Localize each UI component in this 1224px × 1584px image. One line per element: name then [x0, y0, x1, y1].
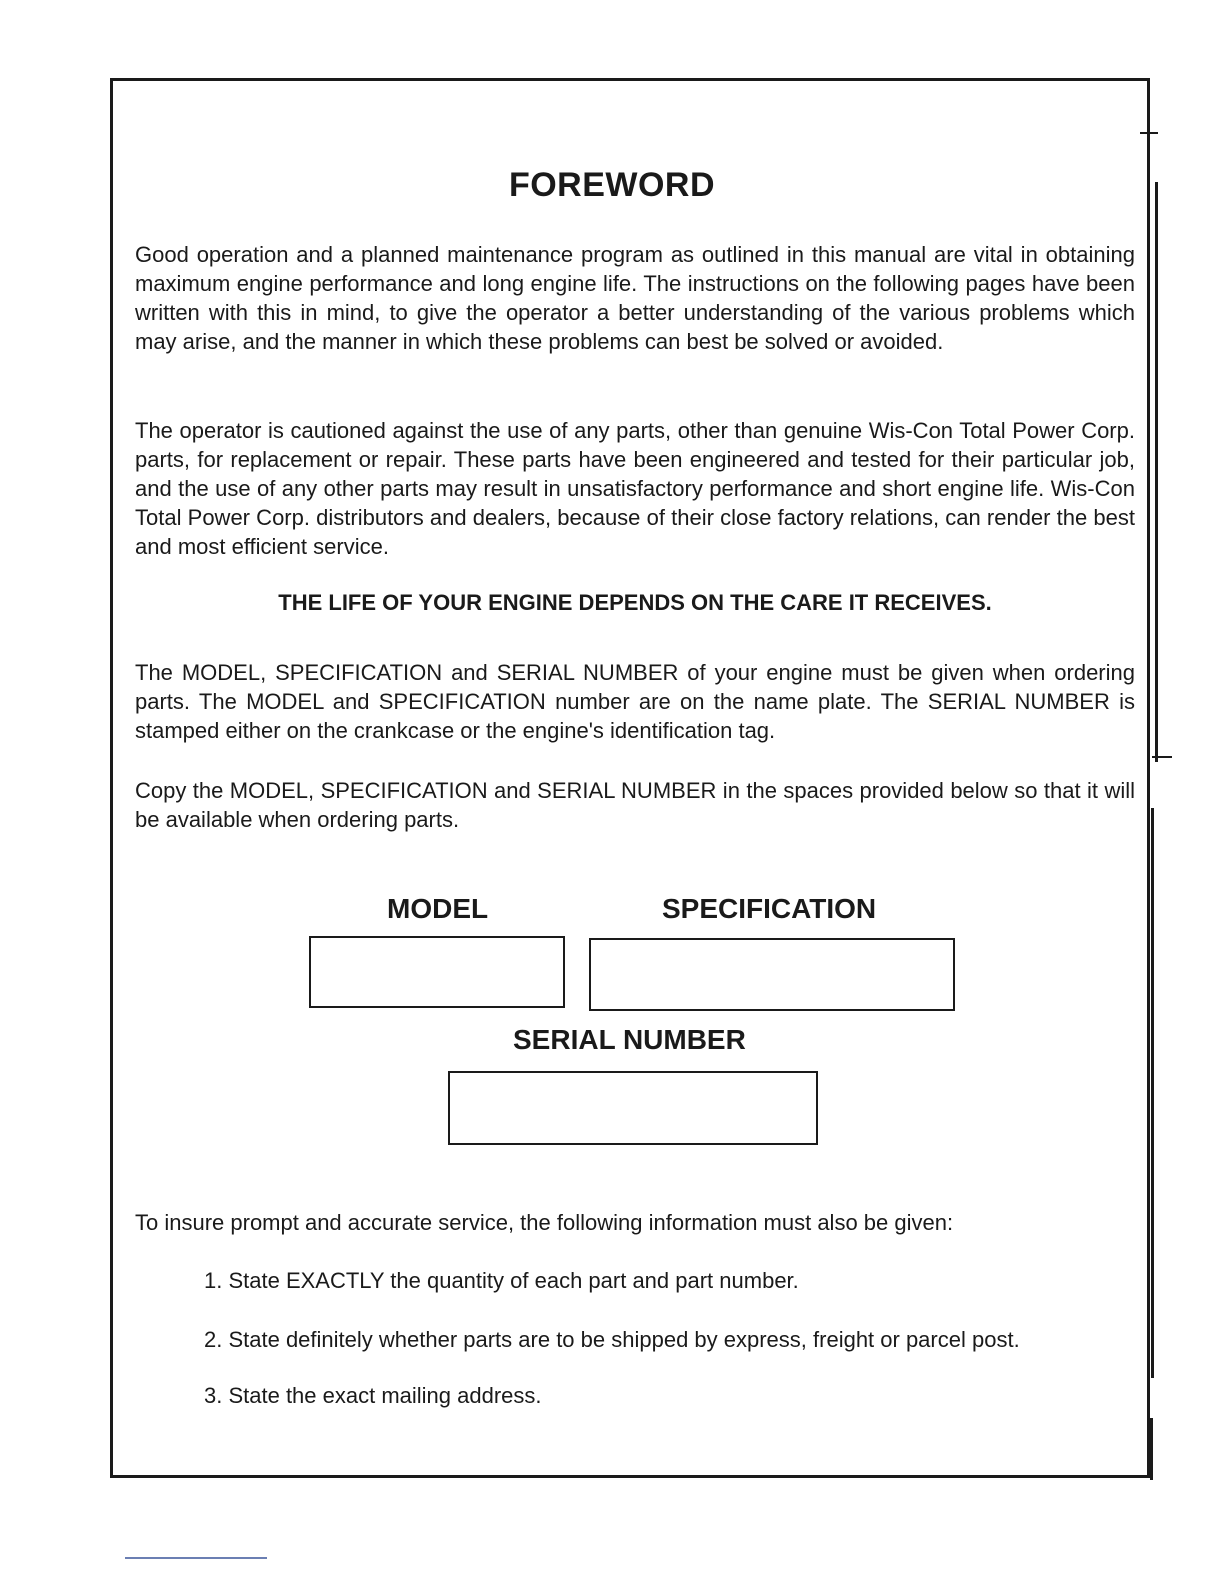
- serial-number-label: SERIAL NUMBER: [513, 1024, 746, 1055]
- model-label: MODEL: [387, 893, 489, 924]
- specification-field[interactable]: [589, 938, 955, 1011]
- scan-mark: [1151, 808, 1154, 1378]
- scan-mark: [1152, 756, 1172, 758]
- scan-mark: [1150, 1418, 1153, 1480]
- list-item: 1. State EXACTLY the quantity of each part and part number.: [204, 1268, 799, 1293]
- intro-paragraph: Good operation and a planned maintenance program as outlined in this manual are vital in obtaining maximum engine performance and long engine life. The instructions on the following pages have been written with this in mind, to give the operator a better understanding of the various problems which may arise, and the manner in which these problems can best be solved or avoided.: [135, 242, 1135, 354]
- parts-caution-paragraph: The operator is cautioned against the use of any parts, other than genuine Wis-Con Total Power Corp. parts, for replacement or repair. These parts have been engineered and tested for their particular job, and the use of any other parts may result in unsatisfactory performance and short engine life. Wis-Con Total Power Corp. distributors and dealers, because of their close factory relations, can render the best and most efficient service.: [135, 418, 1135, 559]
- copy-instructions-paragraph: Copy the MODEL, SPECIFICATION and SERIAL NUMBER in the spaces provided below so that it will be available when ordering parts.: [135, 778, 1135, 832]
- serial-number-field[interactable]: [448, 1071, 818, 1145]
- scan-mark: [1140, 132, 1158, 134]
- list-item: 2. State definitely whether parts are to be shipped by express, freight or parcel post.: [204, 1327, 1020, 1352]
- emphasis-statement: THE LIFE OF YOUR ENGINE DEPENDS ON THE CARE IT RECEIVES.: [278, 590, 992, 615]
- service-info-paragraph: To insure prompt and accurate service, the following information must also be given:: [135, 1210, 954, 1235]
- footer-rule: [125, 1557, 267, 1559]
- specification-label: SPECIFICATION: [662, 893, 877, 924]
- page-title: FOREWORD: [508, 166, 716, 204]
- list-item: 3. State the exact mailing address.: [204, 1383, 542, 1408]
- model-field[interactable]: [309, 936, 565, 1008]
- identification-paragraph: The MODEL, SPECIFICATION and SERIAL NUMBER of your engine must be given when ordering parts. The MODEL and SPECIFICATION number are on the name plate. The SERIAL NUMBER is stamped either on the crankcase or the engine's identification tag.: [135, 660, 1135, 743]
- scan-mark: [1155, 182, 1158, 762]
